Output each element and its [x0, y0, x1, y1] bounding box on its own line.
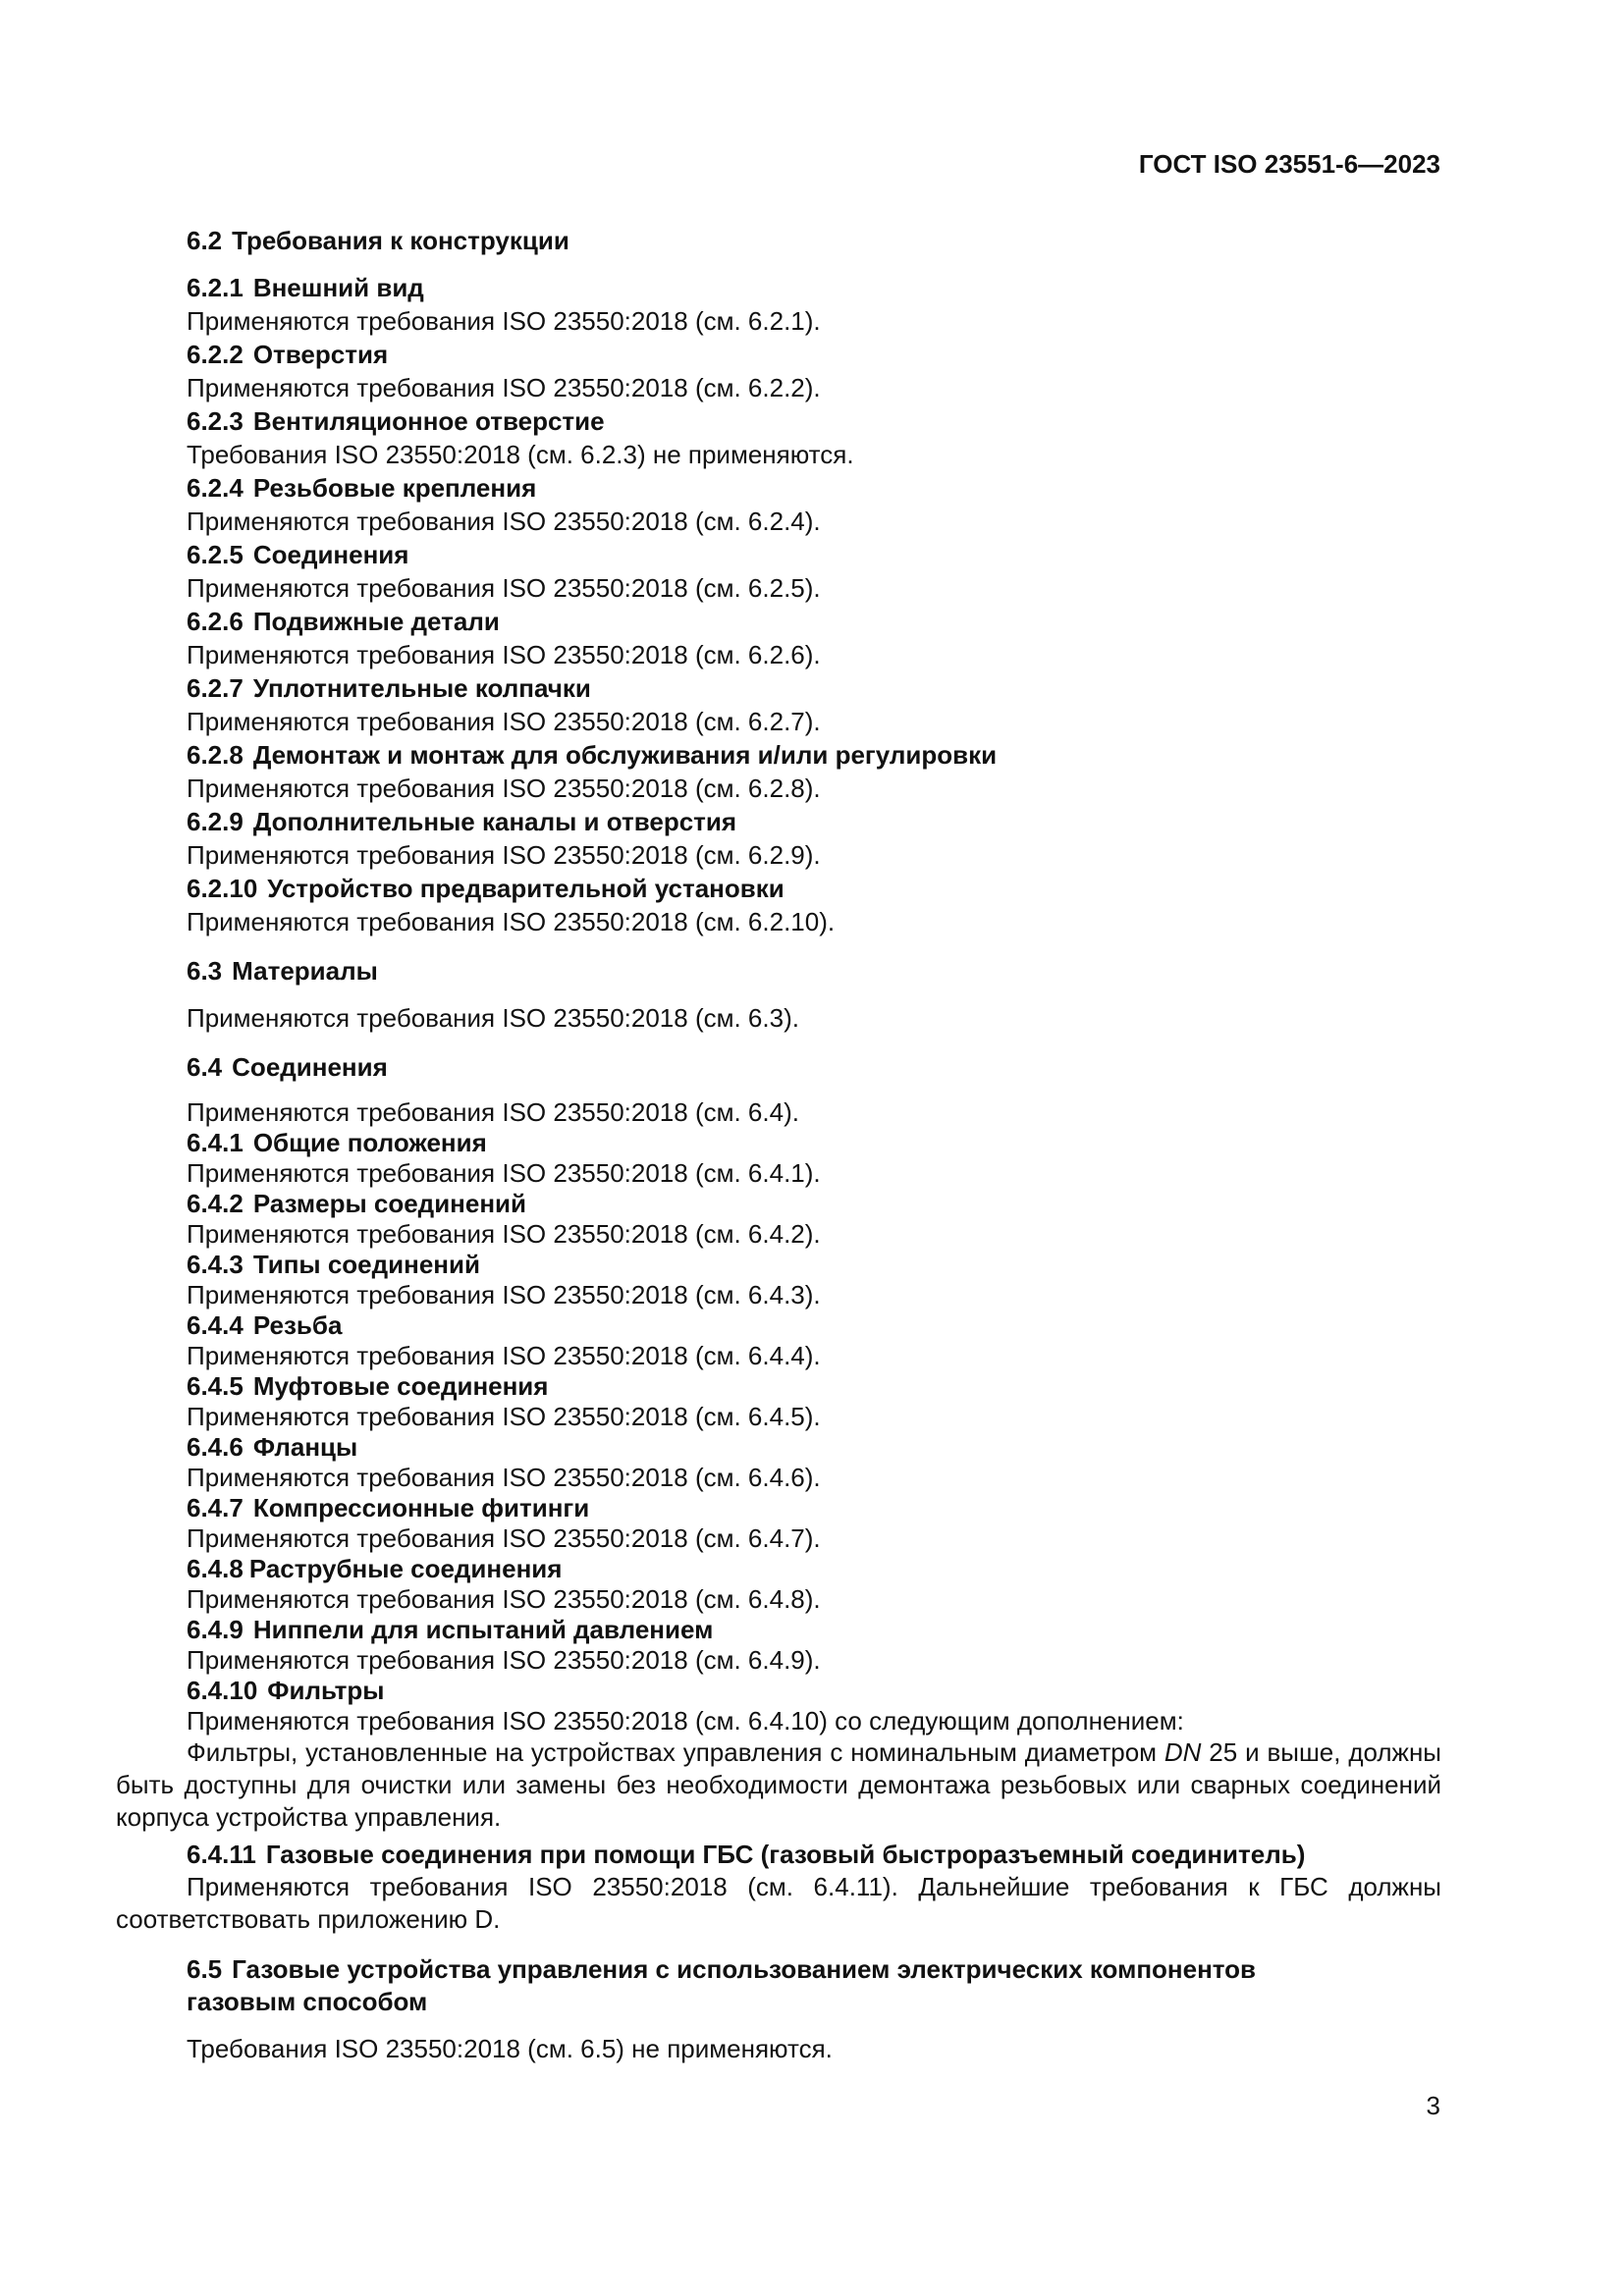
subsection-title: Компрессионные фитинги [252, 1493, 590, 1522]
subsection-heading [116, 738, 1441, 772]
subsection-number: 6.4.4 [187, 1310, 244, 1340]
subsection-heading [116, 471, 1441, 505]
subsection-text: Применяются требования ISO 23550:2018 (см. 6.2.4). [187, 507, 821, 536]
subsection-number: 6.4.11 [187, 1840, 256, 1869]
nominal-diameter-symbol: DN [1164, 1737, 1202, 1767]
subsection-number: 6.4.8 [187, 1554, 244, 1583]
subsection-text: Применяются требования ISO 23550:2018 (см. 6.4.6). [187, 1463, 821, 1492]
subsection-title: Ниппели для испытаний давлением [252, 1615, 714, 1644]
subsection-heading [116, 1371, 1441, 1402]
subsection-number: 6.4.7 [187, 1493, 244, 1522]
subsection-number: 6.2.2 [187, 340, 244, 369]
subsection-title: Подвижные детали [252, 607, 500, 636]
subsection-title: Муфтовые соединения [252, 1371, 549, 1401]
page-number: 3 [1426, 2091, 1440, 2120]
section-number: 6.3 [187, 956, 223, 986]
subsection-title: Уплотнительные колпачки [252, 673, 591, 703]
subsection-heading [116, 1432, 1441, 1463]
subsection-number: 6.2.3 [187, 406, 244, 436]
subsection-text: Применяются требования ISO 23550:2018 (см. 6.4.1). [187, 1158, 821, 1188]
subsection-number: 6.2.8 [187, 740, 244, 770]
section-number: 6.5 [187, 1954, 223, 1984]
subsection-text: Применяются требования ISO 23550:2018 (см. 6.4.5). [187, 1402, 821, 1431]
section-number: 6.4 [187, 1052, 223, 1082]
subsection-title: Резьбовые крепления [252, 473, 537, 503]
subsection-text: Применяются требования ISO 23550:2018 (см. 6.4.8). [187, 1584, 821, 1614]
subsection-number: 6.4.1 [187, 1128, 244, 1157]
subsection-text: Применяются требования ISO 23550:2018 (см. 6.4.11). Дальнейшие требования к ГБС должны соответствовать приложению D. [116, 1872, 1441, 1934]
subsection-title: Общие положения [252, 1128, 487, 1157]
subsection-text: Применяются требования ISO 23550:2018 (см. 6.4.2). [187, 1219, 821, 1249]
subsection-number: 6.4.10 [187, 1676, 258, 1705]
subsection-heading [116, 1554, 1441, 1584]
section-heading-6-5 [116, 1953, 1441, 2018]
section-heading-6-4 [116, 1050, 1441, 1084]
subsection-number: 6.4.9 [187, 1615, 244, 1644]
subsection-text: Применяются требования ISO 23550:2018 (см. 6.2.7). [187, 707, 821, 736]
subsection-heading [116, 338, 1441, 371]
subsection-text: Применяются требования ISO 23550:2018 (см. 6.2.1). [187, 306, 821, 336]
section-title: Газовые устройства управления с использованием электрических компонентов [232, 1954, 1257, 1984]
subsection-heading [116, 605, 1441, 638]
section-text: Применяются требования ISO 23550:2018 (см. 6.4). [187, 1097, 799, 1127]
addition-text-end: 25 и выше, должны быть доступны для очистки или замены без необходимости демонтажа резьбовых или сварных соединений корпуса устройства управления. [116, 1737, 1441, 1832]
subsection-title: Фильтры [267, 1676, 385, 1705]
subsection-heading [116, 1310, 1441, 1341]
subsection-title: Устройство предварительной установки [267, 874, 785, 903]
section-title-continued: газовым способом [187, 1987, 428, 2016]
subsection-title: Демонтаж и монтаж для обслуживания и/или регулировки [252, 740, 998, 770]
subsection-text: Применяются требования ISO 23550:2018 (см. 6.4.4). [187, 1341, 821, 1370]
subsection-text: Применяются требования ISO 23550:2018 (см. 6.2.6). [187, 640, 821, 669]
section-heading-6-3 [116, 954, 1441, 988]
subsection-text: Применяются требования ISO 23550:2018 (см. 6.2.8). [187, 774, 821, 803]
page-content [116, 224, 1441, 2065]
subsection-number: 6.2.10 [187, 874, 258, 903]
subsection-text: Применяются требования ISO 23550:2018 (см. 6.2.9). [187, 840, 821, 870]
section-title: Материалы [232, 956, 378, 986]
subsection-number: 6.2.1 [187, 273, 244, 302]
subsection-heading [116, 872, 1441, 905]
section-title: Соединения [232, 1052, 388, 1082]
subsection-heading [116, 805, 1441, 838]
subsection-title: Соединения [252, 540, 409, 569]
subsection-text: Применяются требования ISO 23550:2018 (см. 6.4.9). [187, 1645, 821, 1675]
subsection-text: Применяются требования ISO 23550:2018 (см. 6.4.3). [187, 1280, 821, 1309]
section-text: Применяются требования ISO 23550:2018 (см. 6.3). [187, 1003, 799, 1033]
subsection-number: 6.4.6 [187, 1432, 244, 1462]
subsection-heading [116, 1250, 1441, 1280]
subsection-heading [116, 271, 1441, 304]
subsection-heading [116, 1493, 1441, 1523]
subsection-text: Применяются требования ISO 23550:2018 (см. 6.2.10). [187, 907, 836, 936]
subsection-heading [116, 1128, 1441, 1158]
subsection-heading [116, 404, 1441, 438]
subsection-text: Применяются требования ISO 23550:2018 (см. 6.4.7). [187, 1523, 821, 1553]
subsection-number: 6.4.5 [187, 1371, 244, 1401]
subsection-title: Отверстия [252, 340, 389, 369]
subsection-title: Размеры соединений [252, 1189, 527, 1218]
filter-addition-paragraph [116, 1736, 1441, 1834]
subsection-text: Применяются требования ISO 23550:2018 (см. 6.2.2). [187, 373, 821, 402]
subsection-number: 6.2.5 [187, 540, 244, 569]
section-heading-6-2 [116, 224, 1441, 257]
subsection-title: Дополнительные каналы и отверстия [252, 807, 737, 836]
subsection-title: Вентиляционное отверстие [252, 406, 605, 436]
subsection-number: 6.4.3 [187, 1250, 244, 1279]
subsection-heading [116, 1189, 1441, 1219]
subsection-title: Раструбные соединения [248, 1554, 563, 1583]
subsection-heading [116, 538, 1441, 571]
subsection-text: Применяются требования ISO 23550:2018 (см. 6.2.5). [187, 573, 821, 603]
subsection-heading [116, 671, 1441, 705]
document-code: ГОСТ ISO 23551-6—2023 [1138, 149, 1440, 179]
subsection-heading [116, 1615, 1441, 1645]
subsection-title: Резьба [252, 1310, 343, 1340]
subsection-title: Газовые соединения при помощи ГБС (газовый быстроразъемный соединитель) [265, 1840, 1306, 1869]
subsection-number: 6.2.9 [187, 807, 244, 836]
section-title: Требования к конструкции [232, 226, 569, 255]
subsection-text: Применяются требования ISO 23550:2018 (см. 6.4.10) со следующим дополнением: [187, 1706, 1184, 1735]
subsection-number: 6.2.7 [187, 673, 244, 703]
section-number: 6.2 [187, 226, 223, 255]
subsection-title: Фланцы [252, 1432, 358, 1462]
subsection-number: 6.2.4 [187, 473, 244, 503]
subsection-number: 6.4.2 [187, 1189, 244, 1218]
addition-text-start: Фильтры, установленные на устройствах управления с номинальным диаметром [187, 1737, 1164, 1767]
subsection-number: 6.2.6 [187, 607, 244, 636]
subsection-heading [116, 1838, 1441, 1871]
subsection-title: Типы соединений [252, 1250, 480, 1279]
subsection-title: Внешний вид [252, 273, 424, 302]
subsection-heading [116, 1676, 1441, 1706]
subsection-text: Требования ISO 23550:2018 (см. 6.2.3) не применяются. [187, 440, 854, 469]
section-text: Требования ISO 23550:2018 (см. 6.5) не применяются. [187, 2034, 833, 2063]
